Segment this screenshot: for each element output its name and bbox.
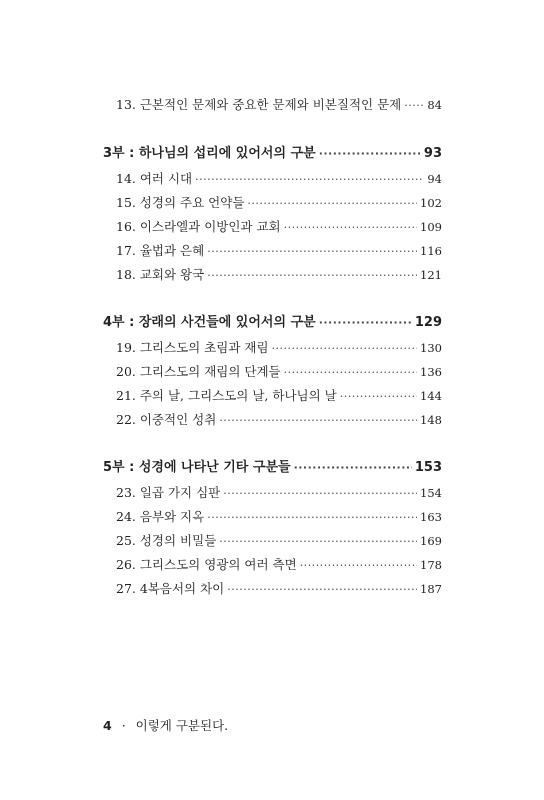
- toc-part-label: 4부 : 장래의 사건들에 있어서의 구분: [103, 315, 316, 330]
- toc-entry: [116, 364, 442, 381]
- toc-entry: [116, 243, 442, 260]
- toc-entry-page: 84: [427, 98, 442, 112]
- page-footer: [103, 716, 228, 734]
- toc-part-heading: [103, 146, 442, 162]
- footer-book-title: 이렇게 구분된다.: [135, 718, 229, 733]
- dot-leader: [247, 196, 417, 212]
- toc-entry-label: 24. 음부와 지옥: [116, 509, 205, 524]
- toc-entry-label: 22. 이중적인 성취: [116, 412, 217, 427]
- toc-part-heading: [103, 315, 442, 331]
- dot-leader: [207, 510, 417, 526]
- dot-leader: [340, 389, 417, 405]
- toc-entry-label: 21. 주의 날, 그리스도의 날, 하나님의 날: [116, 388, 337, 403]
- toc-entry-label: 26. 그리스도의 영광의 여러 측면: [116, 557, 297, 572]
- dot-leader: [207, 268, 417, 284]
- toc-entry: [116, 267, 442, 284]
- toc-entry-label: 13. 근본적인 문제와 중요한 문제와 비본질적인 문제: [116, 97, 402, 112]
- toc-entry-label: 18. 교회와 왕국: [116, 267, 205, 282]
- toc-part-label: 5부 : 성경에 나타난 기타 구분들: [103, 460, 291, 475]
- toc-part-page: 129: [414, 315, 442, 330]
- dot-leader: [319, 146, 421, 162]
- toc-entry: [116, 97, 442, 114]
- toc-entry-page: 116: [420, 244, 442, 258]
- toc-entry: [116, 533, 442, 550]
- dot-leader: [227, 582, 417, 598]
- dot-leader: [284, 365, 417, 381]
- toc-entry-label: 27. 4복음서의 차이: [116, 581, 225, 596]
- toc-entry-page: 121: [420, 268, 442, 282]
- toc-entry-page: 102: [420, 196, 442, 210]
- dot-leader: [319, 315, 412, 331]
- dot-leader: [195, 172, 424, 188]
- toc-entry-label: 25. 성경의 비밀들: [116, 533, 217, 548]
- dot-leader: [219, 534, 417, 550]
- dot-leader: [404, 98, 424, 114]
- dot-leader: [207, 244, 417, 260]
- toc-entry-label: 23. 일곱 가지 심판: [116, 485, 221, 500]
- toc-entry: [116, 171, 442, 188]
- toc-entry-label: 19. 그리스도의 초림과 재림: [116, 340, 269, 355]
- toc-entry-label: 17. 율법과 은혜: [116, 243, 205, 258]
- toc-entry-label: 16. 이스라엘과 이방인과 교회: [116, 219, 281, 234]
- toc-entry-page: 154: [420, 486, 442, 500]
- dot-leader: [219, 413, 417, 429]
- toc-entry-label: 15. 성경의 주요 언약들: [116, 195, 245, 210]
- toc-entry-label: 14. 여러 시대: [116, 171, 193, 186]
- toc-part-label: 3부 : 하나님의 섭리에 있어서의 구분: [103, 146, 316, 161]
- toc-entry: [116, 485, 442, 502]
- toc-part-heading: [103, 460, 442, 476]
- toc-part-page: 153: [414, 460, 442, 475]
- toc-entry: [116, 219, 442, 236]
- toc-entry-page: 109: [420, 220, 442, 234]
- toc-part-page: 93: [423, 146, 442, 161]
- toc-entry-page: 94: [427, 172, 442, 186]
- toc-entry: [116, 340, 442, 357]
- toc-entry: [116, 388, 442, 405]
- footer-separator: ·: [121, 718, 126, 733]
- toc-entry-page: 136: [420, 365, 442, 379]
- dot-leader: [284, 220, 417, 236]
- toc-entry-label: 20. 그리스도의 재림의 단계들: [116, 364, 281, 379]
- toc-entry-page: 144: [420, 389, 442, 403]
- toc-entry-page: 187: [420, 582, 442, 596]
- dot-leader: [300, 558, 417, 574]
- dot-leader: [272, 341, 417, 357]
- toc-entry: [116, 581, 442, 598]
- toc-entry: [116, 412, 442, 429]
- toc-entry-page: 178: [420, 558, 442, 572]
- toc-entry: [116, 509, 442, 526]
- toc-entry-page: 148: [420, 413, 442, 427]
- toc-entry: [116, 557, 442, 574]
- toc-entry-page: 130: [420, 341, 442, 355]
- toc-entry-page: 163: [420, 510, 442, 524]
- dot-leader: [223, 486, 417, 502]
- toc-entry-page: 169: [420, 534, 442, 548]
- dot-leader: [294, 460, 412, 476]
- toc-entry: [116, 195, 442, 212]
- footer-page-number: 4: [103, 718, 112, 733]
